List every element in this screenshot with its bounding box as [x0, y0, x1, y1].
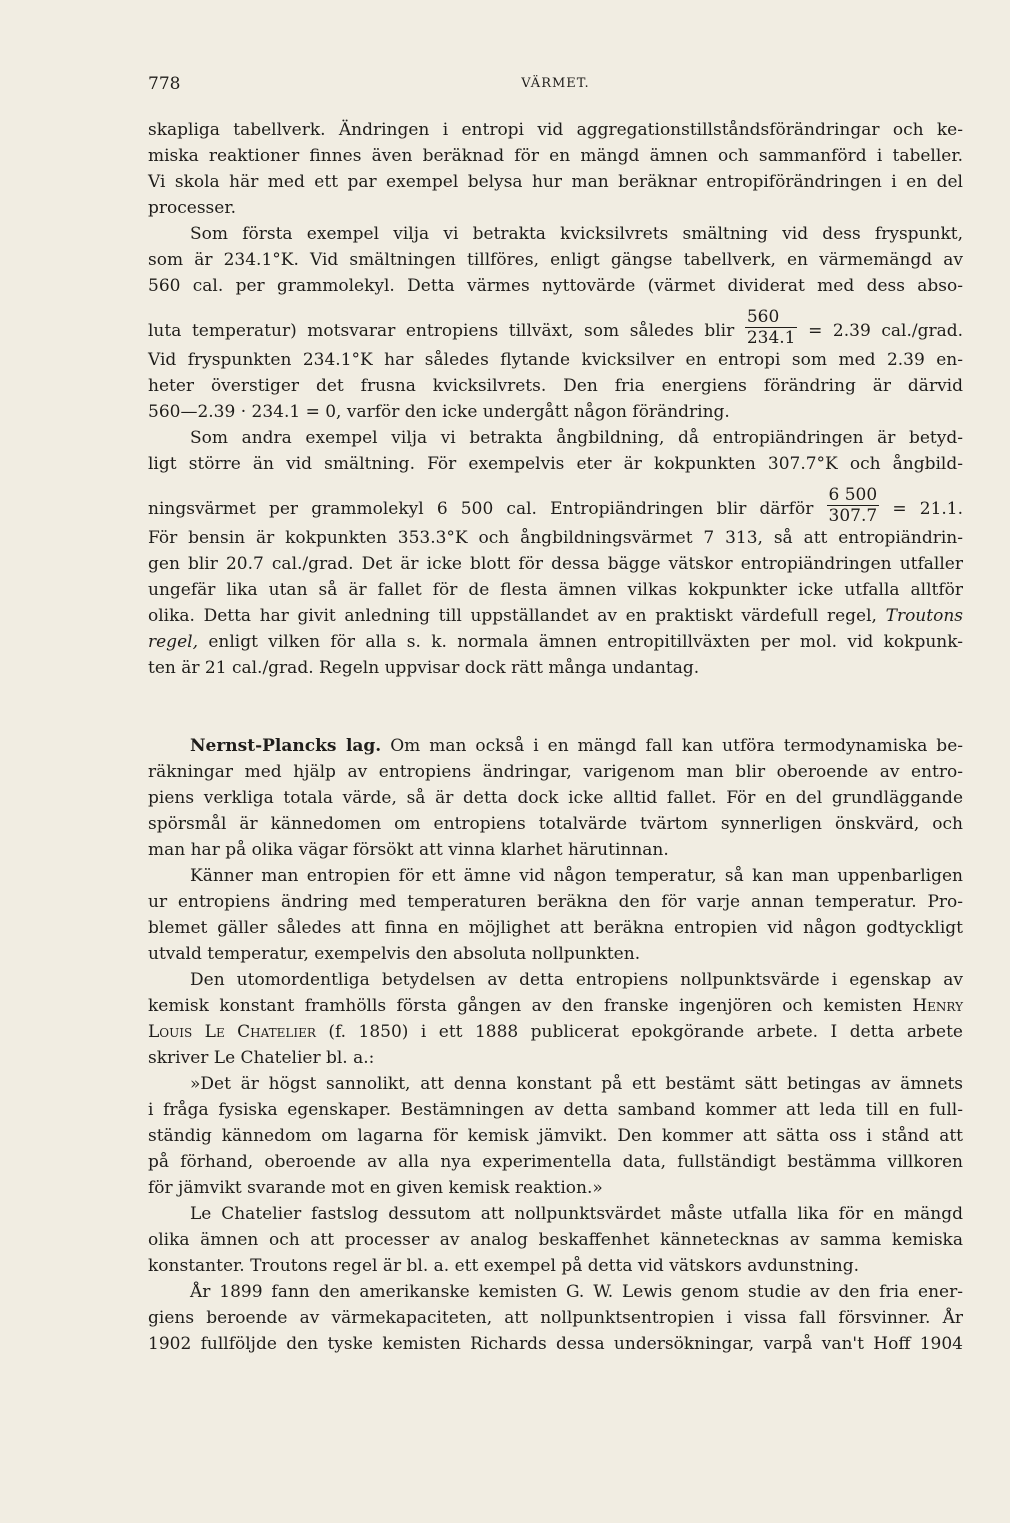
page-header	[148, 74, 963, 100]
quote-line: för jämvikt svarande mot en given kemisk reaktion.»	[148, 1178, 603, 1198]
text-line	[148, 629, 963, 655]
page-number: 778	[148, 74, 181, 94]
text-line	[148, 993, 963, 1019]
fraction-denominator: 234.1	[746, 328, 796, 348]
text-line: piens verkliga totala värde, så är detta dock icke alltid fallet. För en del grundläggande	[148, 788, 963, 808]
name-henry: Henry	[912, 996, 963, 1016]
text-line: gen blir 20.7 cal./grad. Det är icke blott för dessa bägge vätskor entropiändringen utfaller	[148, 554, 963, 574]
text-line: 1902 fullföljde den tyske kemisten Richards dessa undersökningar, varpå van't Hoff 1904	[148, 1334, 963, 1354]
text-line: Vid fryspunkten 234.1°K har således flytande kvicksilver en entropi som med 2.39 en-	[148, 350, 963, 370]
text-span: = 21.1.	[892, 499, 964, 519]
text-line: År 1899 fann den amerikanske kemisten G. W. Lewis genom studie av den fria ener-	[190, 1282, 963, 1302]
emphasis-regel: regel,	[148, 632, 198, 652]
fraction-6500-over-307	[827, 485, 880, 526]
text-line: skriver Le Chatelier bl. a.:	[148, 1048, 375, 1068]
text-line: ligt större än vid smältning. För exempelvis eter är kokpunkten 307.7°K och ångbild-	[148, 454, 963, 474]
text-line: Känner man entropien för ett ämne vid någon temperatur, så kan man uppenbarligen	[190, 866, 963, 886]
text-span: Om man också i en mängd fall kan utföra termodynamiska be-	[390, 736, 963, 756]
text-line: 560 cal. per grammolekyl. Detta värmes nyttovärde (värmet dividerat med dess abso-	[148, 276, 963, 296]
text-line: ten är 21 cal./grad. Regeln uppvisar dock rätt många undantag.	[148, 658, 700, 678]
text-line: man har på olika vägar försökt att vinna klarhet härutinnan.	[148, 840, 669, 860]
fraction-numerator: 560	[745, 307, 798, 328]
text-span: luta temperatur) motsvarar entropiens tillväxt, som således blir	[148, 321, 735, 341]
emphasis-troutons: Troutons	[885, 606, 963, 626]
fraction-denominator: 307.7	[828, 506, 878, 526]
section-entropy-examples	[148, 117, 963, 681]
text-line: spörsmål är kännedomen om entropiens totalvärde tvärtom synnerligen önskvärd, och	[148, 814, 963, 834]
text-line-with-fraction	[148, 477, 963, 525]
text-span: kemisk konstant framhölls första gången av den franske ingenjören och kemisten	[148, 996, 902, 1016]
text-line: Den utomordentliga betydelsen av detta entropiens nollpunktsvärde i egenskap av	[190, 970, 963, 990]
quote-line: ständig kännedom om lagarna för kemisk jämvikt. Den kommer att sätta oss i stånd att	[148, 1126, 963, 1146]
text-line: heter överstiger det frusna kvicksilvrets. Den fria energiens förändring är därvid	[148, 376, 963, 396]
text-line: räkningar med hjälp av entropiens ändringar, varigenom man blir oberoende av entro-	[148, 762, 963, 782]
text-line: giens beroende av värmekapaciteten, att nollpunktsentropien i vissa fall försvinner. År	[148, 1308, 963, 1328]
name-louis-le-chatelier: Louis Le Chatelier	[148, 1022, 316, 1042]
text-line: olika ämnen och att processer av analog beskaffenhet kännetecknas av samma kemiska	[148, 1230, 963, 1250]
quote-line: på förhand, oberoende av alla nya experimentella data, fullständigt bestämma villkoren	[148, 1152, 963, 1172]
text-span: olika. Detta har givit anledning till uppställandet av en praktiskt värdefull regel,	[148, 606, 877, 626]
text-line: konstanter. Troutons regel är bl. a. ett exempel på detta vid vätskors avdunstning.	[148, 1256, 859, 1276]
text-line: Som andra exempel vilja vi betrakta ångbildning, då entropiändringen är betyd-	[190, 428, 963, 448]
text-line: skapliga tabellverk. Ändringen i entropi vid aggregationstillståndsförändringar och ke-	[148, 120, 963, 140]
text-line	[148, 733, 963, 759]
running-head: VÄRMET.	[521, 76, 590, 91]
quote-line: i fråga fysiska egenskaper. Bestämningen av detta samband kommer att leda till en full-	[148, 1100, 963, 1120]
section-nernst-planck	[148, 733, 963, 1357]
section-heading: Nernst-Plancks lag.	[190, 736, 382, 756]
text-line: processer.	[148, 198, 236, 218]
text-line	[148, 1019, 963, 1045]
text-span: enligt vilken för alla s. k. normala ämnen entropitillväxten per mol. vid kokpunk-	[208, 632, 963, 652]
quote-line: »Det är högst sannolikt, att denna konstant på ett bestämt sätt betingas av ämnets	[190, 1074, 963, 1094]
text-line: blemet gäller således att finna en möjlighet att beräkna entropien vid någon godtyckligt	[148, 918, 963, 938]
text-line: Le Chatelier fastslog dessutom att nollpunktsvärdet måste utfalla lika för en mängd	[190, 1204, 963, 1224]
text-line: som är 234.1°K. Vid smältningen tillföres, enligt gängse tabellverk, en värmemängd av	[148, 250, 963, 270]
text-line: För bensin är kokpunkten 353.3°K och ångbildningsvärmet 7 313, så att entropiändrin-	[148, 528, 963, 548]
fraction-560-over-234	[745, 307, 798, 348]
text-line: utvald temperatur, exempelvis den absoluta nollpunkten.	[148, 944, 641, 964]
text-span: = 2.39 cal./grad.	[808, 321, 964, 341]
text-span: (f. 1850) i ett 1888 publicerat epokgörande arbete. I detta arbete	[328, 1022, 963, 1042]
text-line: Vi skola här med ett par exempel belysa hur man beräknar entropiförändringen i en del	[148, 172, 963, 192]
text-line: miska reaktioner finnes även beräknad för en mängd ämnen och sammanförd i tabeller.	[148, 146, 963, 166]
text-line: ungefär lika utan så är fallet för de flesta ämnen vilkas kokpunkter icke utfalla alltför	[148, 580, 963, 600]
text-line: Som första exempel vilja vi betrakta kvicksilvrets smältning vid dess fryspunkt,	[190, 224, 963, 244]
text-line: ur entropiens ändring med temperaturen beräkna den för varje annan temperatur. Pro-	[148, 892, 963, 912]
text-line: 560—2.39 · 234.1 = 0, varför den icke undergått någon förändring.	[148, 402, 730, 422]
text-line	[148, 603, 963, 629]
text-line-with-fraction	[148, 299, 963, 347]
fraction-numerator: 6 500	[828, 485, 878, 505]
text-span: ningsvärmet per grammolekyl 6 500 cal. Entropiändringen blir därför	[148, 499, 814, 519]
